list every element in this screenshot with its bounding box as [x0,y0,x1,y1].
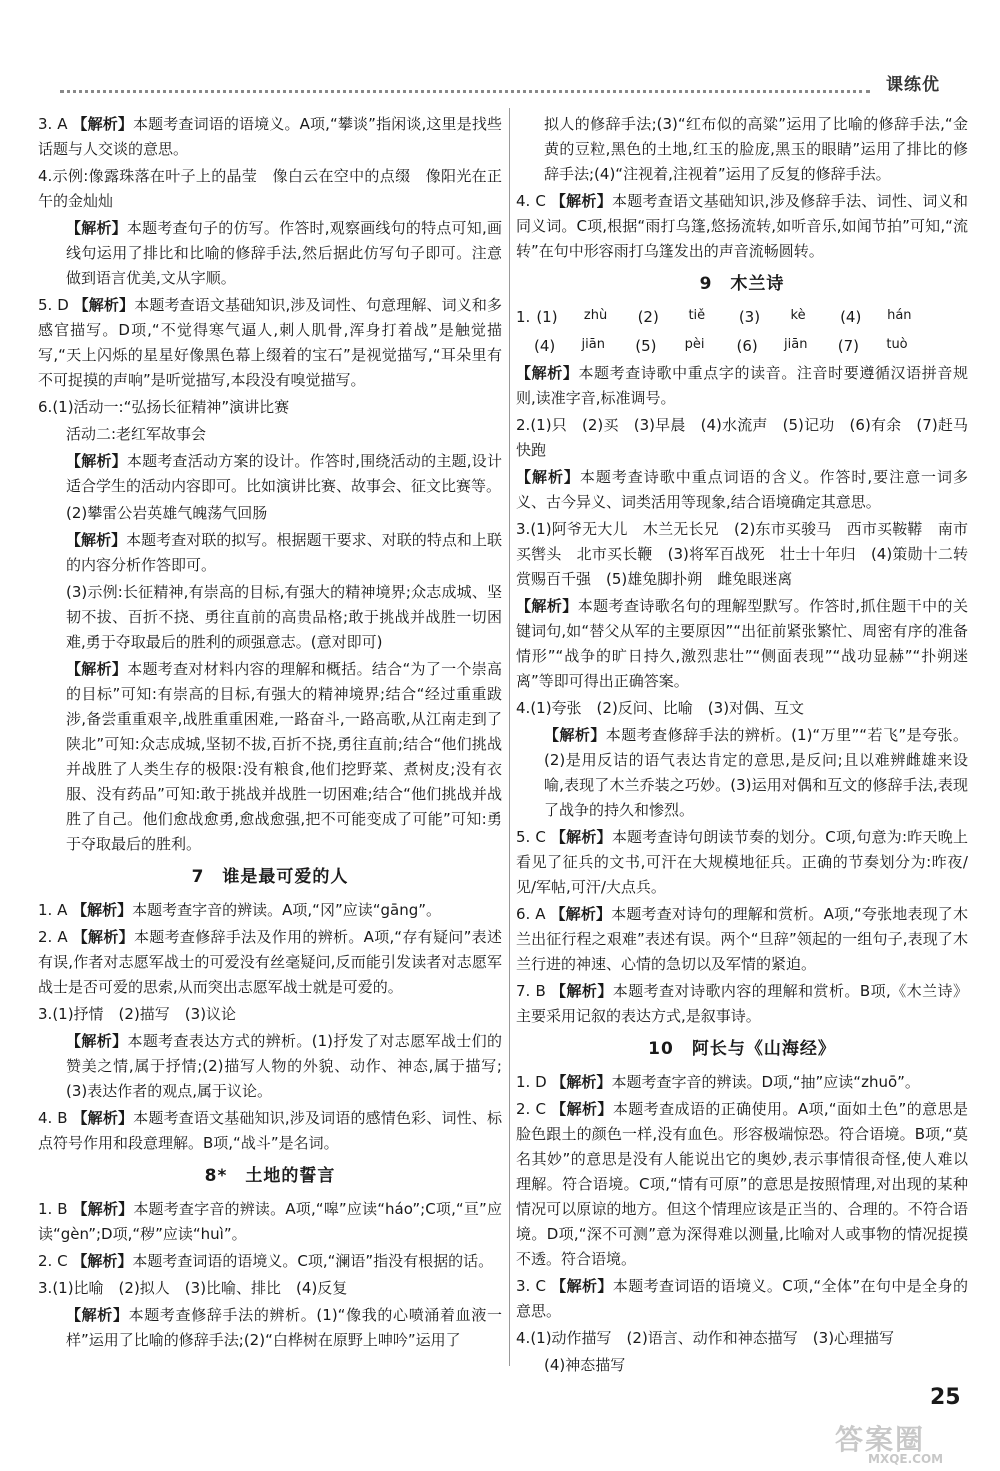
answer-item: 6. A 【解析】本题考查对诗句的理解和赏析。A项,“夸张地表现了木兰出征行程之艰难”表述有误。两个“旦辞”领起的一组句子,表现了木兰行进的神速、心情的急切以及军情的紧迫。 [516,905,968,973]
pinyin-cell: (1) zhù [536,305,631,330]
pinyin-cell: (5) pèi [635,334,730,359]
answer-line: (4)神态描写 [544,1356,626,1374]
analysis: 【解析】本题考查修辞手法的辨析。(1)“像我的心喷涌着血液一样”运用了比喻的修辞手法;(2)“白桦树在原野上呻吟”运用了 [66,1306,502,1349]
answer-item: 1. B 【解析】本题考查字音的辨读。A项,“嗥”应读“háo”;C项,“亘”应读“gèn”;D项,“秽”应读“huì”。 [38,1200,502,1243]
section-heading: 9 木兰诗 [699,274,785,294]
answer-item: 5. D 【解析】本题考查语文基础知识,涉及词性、句意理解、词义和多感官描写。D项,“不觉得寒气逼人,刺人肌骨,浑身打着战”是触觉描写,“天上闪烁的星星好像黑色幕上缀着的宝石”是视觉描写,“耳朵里有不可捉摸的声响”是听觉描写,本段没有嗅觉描写。 [38,296,502,389]
four-line-grid: hán [863,306,935,330]
analysis: 【解析】本题考查句子的仿写。作答时,观察画线句的特点可知,画线句运用了排比和比喻的修辞手法,然后据此仿写句子即可。注意做到语言优美,文从字顺。 [66,219,502,287]
answer-item: 2.(1)只 (2)买 (3)早晨 (4)水流声 (5)记功 (6)有余 (7)赶马快跑 [516,416,968,459]
section-heading: 7 谁是最可爱的人 [191,867,349,887]
answer-item: 4. C 【解析】本题考查语文基础知识,涉及修辞手法、词性、词义和同义词。C项,根据“雨打乌篷,悠扬流转,如听音乐,如闻节拍”可知,“流转”在句中形容雨打乌篷发出的声音流畅圆转。 [516,192,968,260]
pinyin-cell: (3) kè [739,305,834,330]
right-column [516,112,984,1380]
watermark-logo: 答案圈 [835,1423,926,1456]
analysis: 【解析】本题考查诗歌中重点字的读音。注音时要遵循汉语拼音规则,读准字音,标准调号。 [516,364,968,407]
answer-item: 5. C 【解析】本题考查诗句朗读节奏的划分。C项,句意为:昨天晚上看见了征兵的文书,可汗在大规模地征兵。正确的节奏划分为:昨夜/见/军帖,可汗/大点兵。 [516,828,968,896]
analysis-continued: 拟人的修辞手法;(3)“红布似的高粱”运用了比喻的修辞手法,“金黄的豆粒,黑色的土地,红玉的脸庞,黑玉的眼睛”运用了排比的修辞手法;(4)“注视着,注视着”运用了反复的修辞手法。 [544,115,968,183]
answer-item: 2. A 【解析】本题考查修辞手法及作用的辨析。A项,“存有疑问”表述有误,作者对志愿军战士的可爱没有丝毫疑问,反而能引发读者对志愿军战士是否可爱的思索,从而突出志愿军战士就是可爱的。 [38,928,502,996]
four-line-grid: tiě [661,306,733,330]
answer-item: 1. D 【解析】本题考查字音的辨读。D项,“抽”应读“zhuō”。 [516,1073,920,1091]
pinyin-cell: (4) hán [840,305,935,330]
analysis: 【解析】本题考查诗歌中重点词语的含义。作答时,要注意一词多义、古今异义、词类活用等现象,结合语境确定其意思。 [516,468,968,511]
answer-line: (2)攀雷公岩英雄气魄荡气回肠 [66,504,268,522]
answer-item: 3. C 【解析】本题考查词语的语境义。C项,“全体”在句中是全身的意思。 [516,1277,968,1320]
answer-item: 4.示例:像露珠落在叶子上的晶莹 像白云在空中的点缀 像阳光在正午的金灿灿 [38,167,502,210]
pinyin-answer [516,305,968,359]
answer-item: 2. C 【解析】本题考查词语的语境义。C项,“澜语”指没有根据的话。 [38,1252,494,1270]
analysis: 【解析】本题考查诗歌名句的理解型默写。作答时,抓住题干中的关键词句,如“替父从军的主要原因”“出征前紧张繁忙、周密有序的准备情形”“战争的旷日持久,激烈悲壮”“侧面表现”“战功显赫”“扑朔迷离”等即可得出正确答案。 [516,597,968,690]
header-dotted-rule [60,90,870,93]
answer-item: 4. B 【解析】本题考查语文基础知识,涉及词语的感情色彩、词性、标点符号作用和段意理解。B项,“战斗”是名词。 [38,1109,502,1152]
four-line-grid: tuò [861,335,933,359]
analysis: 【解析】本题考查对材料内容的理解和概括。结合“为了一个崇高的目标”可知:有崇高的目标,有强大的精神境界;结合“经过重重跋涉,备尝重重艰辛,战胜重重困难,一路奋斗,一路高歌,从江南走到了陕北”可知:众志成城,坚韧不拔,百折不挠,勇往直前;结合“他们挑战并战胜了人类生存的极限:没有粮食,他们挖野菜、煮树皮;没有衣服、没有药品”可知:敢于挑战并战胜一切困难;结合“他们挑战并战胜了自己。他们愈战愈勇,愈战愈强,把不可能变成了可能”可知:勇于夺取最后的胜利。 [66,660,502,853]
section-heading: 8* 土地的誓言 [204,1166,336,1186]
answer-line: 活动二:老红军故事会 [66,425,207,443]
four-line-grid: jiān [760,335,832,359]
four-line-grid: pèi [659,335,731,359]
pinyin-cell: (2) tiě [638,305,733,330]
item-number: 1. [516,308,531,326]
answer-item: 3. A 【解析】本题考查词语的语境义。A项,“攀谈”指闲谈,这里是找些话题与人交谈的意思。 [38,115,502,158]
page-number: 25 [930,1385,961,1410]
pinyin-cell: (6) jiān [737,334,832,359]
answer-item: 2. C 【解析】本题考查成语的正确使用。A项,“面如土色”的意思是脸色跟土的颜色一样,没有血色。形容极端惊恐。符合语境。B项,“莫名其妙”的意思是没有人能说出它的奥妙,表示事情很奇怪,使人难以理解。符合语境。C项,“情有可原”的意思是按照情理,对出现的某种情况可以原谅的地方。但这个情理应该是正当的、合理的。不符合语境。D项,“深不可测”意为深得难以测量,比喻对人或事物的情况捉摸不透。符合语境。 [516,1100,968,1268]
answer-item: 4.(1)动作描写 (2)语言、动作和神态描写 (3)心理描写 [516,1329,895,1347]
left-column [38,112,502,1355]
four-line-grid: kè [762,306,834,330]
analysis: 【解析】本题考查对联的拟写。根据题干要求、对联的特点和上联的内容分析作答即可。 [66,531,502,574]
four-line-grid: jiān [557,335,629,359]
pinyin-cell: (4) jiān [534,334,629,359]
page-header [60,68,940,98]
watermark-url: MXQE.COM [868,1452,944,1466]
answer-item: 3.(1)阿爷无大儿 木兰无长兄 (2)东市买骏马 西市买鞍鞯 南市买辔头 北市买长鞭 (3)将军百战死 壮士十年归 (4)策勋十二转 赏赐百千强 (5)雄兔脚扑朔 雌兔眼迷离 [516,520,984,588]
answer-line: (3)示例:长征精神,有崇高的目标,有强大的精神境界;众志成城、坚韧不拔、百折不挠、勇往直前的高贵品格;敢于挑战并战胜一切困难,勇于夺取最后的胜利的顽强意志。(意对即可) [66,583,502,651]
brand-name: 课练优 [886,75,940,95]
answer-item: 1. A 【解析】本题考查字音的辨读。A项,“冈”应读“gāng”。 [38,901,441,919]
analysis: 【解析】本题考查表达方式的辨析。(1)抒发了对志愿军战士们的赞美之情,属于抒情;(2)描写人物的外貌、动作、神态,属于描写;(3)表达作者的观点,属于议论。 [66,1032,502,1100]
four-line-grid: zhù [560,306,632,330]
answer-item: 4.(1)夸张 (2)反问、比喻 (3)对偶、互文 [516,699,805,717]
pinyin-cell: (7) tuò [838,334,933,359]
answer-item: 6.(1)活动一:“弘扬长征精神”演讲比赛 [38,398,290,416]
section-heading: 10 阿长与《山海经》 [648,1039,836,1059]
analysis: 【解析】本题考查修辞手法的辨析。(1)“万里”“若飞”是夸张。(2)是用反诘的语气表达肯定的意思,是反问;且以难辨雌雄来设喻,表现了木兰乔装之巧妙。(3)运用对偶和互文的修辞手法,表现了战争的持久和惨烈。 [544,726,968,819]
column-divider [509,108,510,1366]
pinyin-row [516,305,968,330]
answer-item: 7. B 【解析】本题考查对诗歌内容的理解和赏析。B项,《木兰诗》主要采用记叙的表达方式,是叙事诗。 [516,982,968,1025]
analysis: 【解析】本题考查活动方案的设计。作答时,围绕活动的主题,设计适合学生的活动内容即可。比如演讲比赛、故事会、征文比赛等。 [66,452,502,495]
answer-item: 3.(1)比喻 (2)拟人 (3)比喻、排比 (4)反复 [38,1279,348,1297]
pinyin-row [516,334,968,359]
answer-item: 3.(1)抒情 (2)描写 (3)议论 [38,1005,237,1023]
